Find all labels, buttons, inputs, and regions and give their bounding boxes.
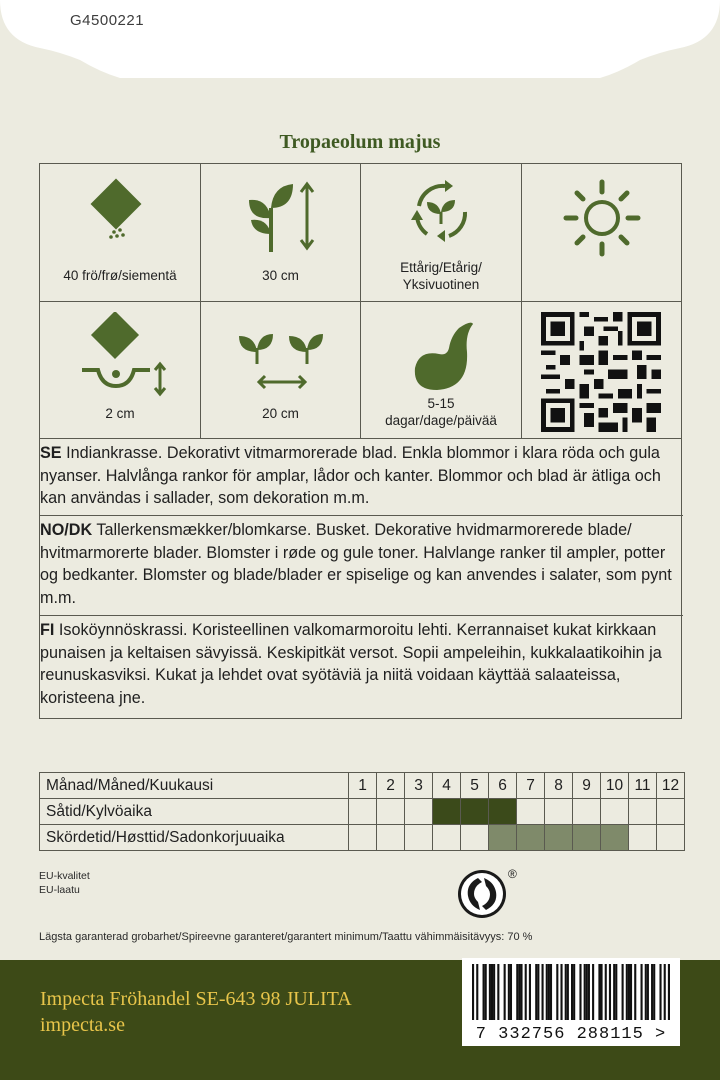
- calendar-cell: [405, 825, 433, 851]
- barcode-bar: [626, 964, 628, 1020]
- calendar-cell: [489, 799, 517, 825]
- barcode-bar: [573, 964, 575, 1020]
- registered-mark: ®: [508, 867, 517, 881]
- barcode-bar: [535, 964, 537, 1020]
- germination-seed-icon: [407, 314, 477, 394]
- description-fi-text: Isoköynnöskrassi. Koristeellinen valkomarmoroitu lehti. Kerrannaiset kukat kirkkaan punaisen ja keltaisen sävyissä. Keskipitkät versot. Sopii ampeleihin, kukkalaatikoihin ja reunuskasviksi. Kukat ja lehdet ovat syötäviä ja niitä voidaan käyttää salaateissa, koristeena jne.: [40, 621, 662, 707]
- barcode-bar: [476, 964, 478, 1020]
- annual-cycle-icon: [405, 176, 477, 248]
- barcode-bar: [598, 964, 600, 1020]
- month-cell: 12: [657, 773, 685, 799]
- calendar-cell: [573, 799, 601, 825]
- month-header: Månad/Måned/Kuukausi: [40, 773, 349, 799]
- barcode-bar: [485, 964, 487, 1020]
- barcode-digits: 7 332756 288115 >: [475, 1025, 667, 1044]
- calendar-cell: [461, 799, 489, 825]
- qr-code-icon[interactable]: [541, 312, 661, 432]
- sowing-label: Såtid/Kylvöaika: [40, 799, 349, 825]
- seed-packet-icon: [86, 178, 156, 248]
- calendar-cell: [433, 825, 461, 851]
- barcode-bar: [542, 964, 544, 1020]
- harvest-label: Skördetid/Høsttid/Sadonkorjuuaika: [40, 825, 349, 851]
- calendar-cell: [601, 799, 629, 825]
- cell-germination: [361, 302, 522, 438]
- month-cell: 8: [545, 773, 573, 799]
- month-cell: 2: [377, 773, 405, 799]
- cell-spacing: [201, 302, 361, 438]
- barcode-bar: [520, 964, 522, 1020]
- germination-guarantee: Lägsta garanterad grobarhet/Spireevne garanteret/garantert minimum/Taattu vähimmäisitävyys: 70 %: [39, 931, 533, 943]
- calendar-cell: [489, 825, 517, 851]
- lang-code-se: SE: [40, 444, 62, 462]
- calendar-cell: [657, 799, 685, 825]
- barcode-bar: [605, 964, 607, 1020]
- barcode-bar: [546, 964, 548, 1020]
- height-label: 30 cm: [262, 268, 299, 283]
- description-se: [40, 439, 683, 515]
- barcode-bar: [579, 964, 581, 1020]
- barcode-bar: [508, 964, 510, 1020]
- barcode-bar: [647, 964, 649, 1020]
- barcode-bar: [491, 964, 493, 1020]
- barcode-bar: [516, 964, 518, 1020]
- calendar-cell: [573, 825, 601, 851]
- month-cell: 7: [517, 773, 545, 799]
- barcode-bar: [641, 964, 643, 1020]
- barcode-bar: [588, 964, 590, 1020]
- calendar-cell: [629, 825, 657, 851]
- lang-code-fi: FI: [40, 621, 55, 639]
- barcode-bar: [483, 964, 485, 1020]
- barcode-bar: [489, 964, 491, 1020]
- barcode-bar: [609, 964, 611, 1020]
- barcode-bar: [634, 964, 636, 1020]
- article-number: G4500221: [70, 12, 145, 29]
- calendar-cell: [601, 825, 629, 851]
- barcode-bar: [664, 964, 666, 1020]
- barcode-bar: [504, 964, 506, 1020]
- barcode-bar: [586, 964, 588, 1020]
- calendar-cell: [461, 825, 489, 851]
- barcode-bar: [659, 964, 661, 1020]
- month-cell: 6: [489, 773, 517, 799]
- icon-grid: [39, 163, 682, 439]
- calendar-cell: [517, 825, 545, 851]
- barcode-bar: [571, 964, 573, 1020]
- cell-height: [201, 164, 361, 302]
- lifecycle-label-2: Yksivuotinen: [402, 277, 480, 292]
- cell-lifecycle: [361, 164, 522, 302]
- seed-count-label: 40 frö/frø/siementä: [63, 268, 177, 283]
- calendar-cell: [629, 799, 657, 825]
- barcode-bar: [510, 964, 512, 1020]
- description-no-dk: [40, 515, 683, 615]
- barcode-bar: [600, 964, 602, 1020]
- plant-spacing-icon: [233, 322, 333, 394]
- barcode-bar: [537, 964, 539, 1020]
- plant-height-icon: [243, 178, 323, 254]
- barcode-bar: [497, 964, 499, 1020]
- calendar-sowing-row: [40, 799, 685, 825]
- sowing-harvest-calendar: [39, 772, 685, 851]
- barcode-bar: [613, 964, 615, 1020]
- calendar-harvest-row: [40, 825, 685, 851]
- cell-qr: [522, 302, 681, 438]
- barcode-bar: [556, 964, 558, 1020]
- company-address: Impecta Fröhandel SE-643 98 JULITA: [40, 988, 352, 1010]
- calendar-cell: [545, 799, 573, 825]
- germination-label-1: 5-15: [427, 396, 455, 411]
- month-cell: 1: [349, 773, 377, 799]
- barcode-bar: [472, 964, 474, 1020]
- description-box: [39, 439, 682, 719]
- description-fi: [40, 615, 683, 715]
- calendar-cell: [433, 799, 461, 825]
- barcode-bars: [472, 964, 670, 1020]
- calendar-cell: [657, 825, 685, 851]
- month-cell: 5: [461, 773, 489, 799]
- barcode-bar: [560, 964, 562, 1020]
- barcode-bar: [651, 964, 653, 1020]
- month-cell: 11: [629, 773, 657, 799]
- barcode: [462, 958, 680, 1046]
- barcode-bar: [493, 964, 495, 1020]
- barcode-bar: [529, 964, 531, 1020]
- calendar-cell: [377, 825, 405, 851]
- barcode-bar: [548, 964, 550, 1020]
- barcode-bar: [565, 964, 567, 1020]
- barcode-bar: [630, 964, 632, 1020]
- barcode-bar: [550, 964, 552, 1020]
- cell-sowing-depth: [40, 302, 201, 438]
- barcode-bar: [645, 964, 647, 1020]
- barcode-bar: [628, 964, 630, 1020]
- barcode-bar: [525, 964, 527, 1020]
- calendar-cell: [517, 799, 545, 825]
- cell-sun: [522, 164, 681, 302]
- description-no-dk-text: Tallerkensmækker/blomkarse. Busket. Dekorative hvidmarmorerede blade/ hvitmarmorerte blader. Blomster i røde og gule toner. Halvlange ranker til ampler, potter og bedkanter. Blomster og blade/blader er spiselige og kan anvendes i salater, som pynt m.m.: [40, 521, 672, 607]
- lifecycle-label-1: Ettårig/Etårig/: [400, 260, 482, 275]
- month-cell: 10: [601, 773, 629, 799]
- eu-quality: [39, 869, 90, 897]
- calendar-cell: [405, 799, 433, 825]
- barcode-bar: [592, 964, 594, 1020]
- cell-seed-count: [40, 164, 201, 302]
- eu-quality-line-2: EU-laatu: [39, 884, 80, 896]
- green-dot-recycle-icon: [456, 866, 520, 922]
- sun-icon: [560, 176, 644, 260]
- calendar-cell: [349, 799, 377, 825]
- month-cell: 9: [573, 773, 601, 799]
- calendar-cell: [349, 825, 377, 851]
- lang-code-no-dk: NO/DK: [40, 521, 93, 539]
- calendar-month-row: [40, 773, 685, 799]
- company-website[interactable]: impecta.se: [40, 1014, 125, 1036]
- calendar-cell: [377, 799, 405, 825]
- barcode-bar: [668, 964, 670, 1020]
- germination-label-2: dagar/dage/päivää: [385, 413, 497, 428]
- barcode-bar: [518, 964, 520, 1020]
- company-info: [40, 986, 352, 1038]
- month-cell: 3: [405, 773, 433, 799]
- barcode-bar: [622, 964, 624, 1020]
- species-name: Tropaeolum majus: [279, 131, 441, 153]
- month-cell: 4: [433, 773, 461, 799]
- eu-quality-line-1: EU-kvalitet: [39, 870, 90, 882]
- barcode-bar: [653, 964, 655, 1020]
- barcode-bar: [567, 964, 569, 1020]
- description-se-text: Indiankrasse. Dekorativt vitmarmorerade blad. Enkla blommor i klara röda och gula nyanser. Halvlånga rankor för amplar, lådor och kanter. Blommor och blad är ätliga och kan användas i sallader, som dekoration m.m.: [40, 444, 661, 507]
- calendar-cell: [545, 825, 573, 851]
- sowing-depth-label: 2 cm: [105, 406, 135, 421]
- barcode-bar: [615, 964, 617, 1020]
- barcode-bar: [584, 964, 586, 1020]
- sowing-depth-icon: [78, 312, 168, 402]
- spacing-label: 20 cm: [262, 406, 299, 421]
